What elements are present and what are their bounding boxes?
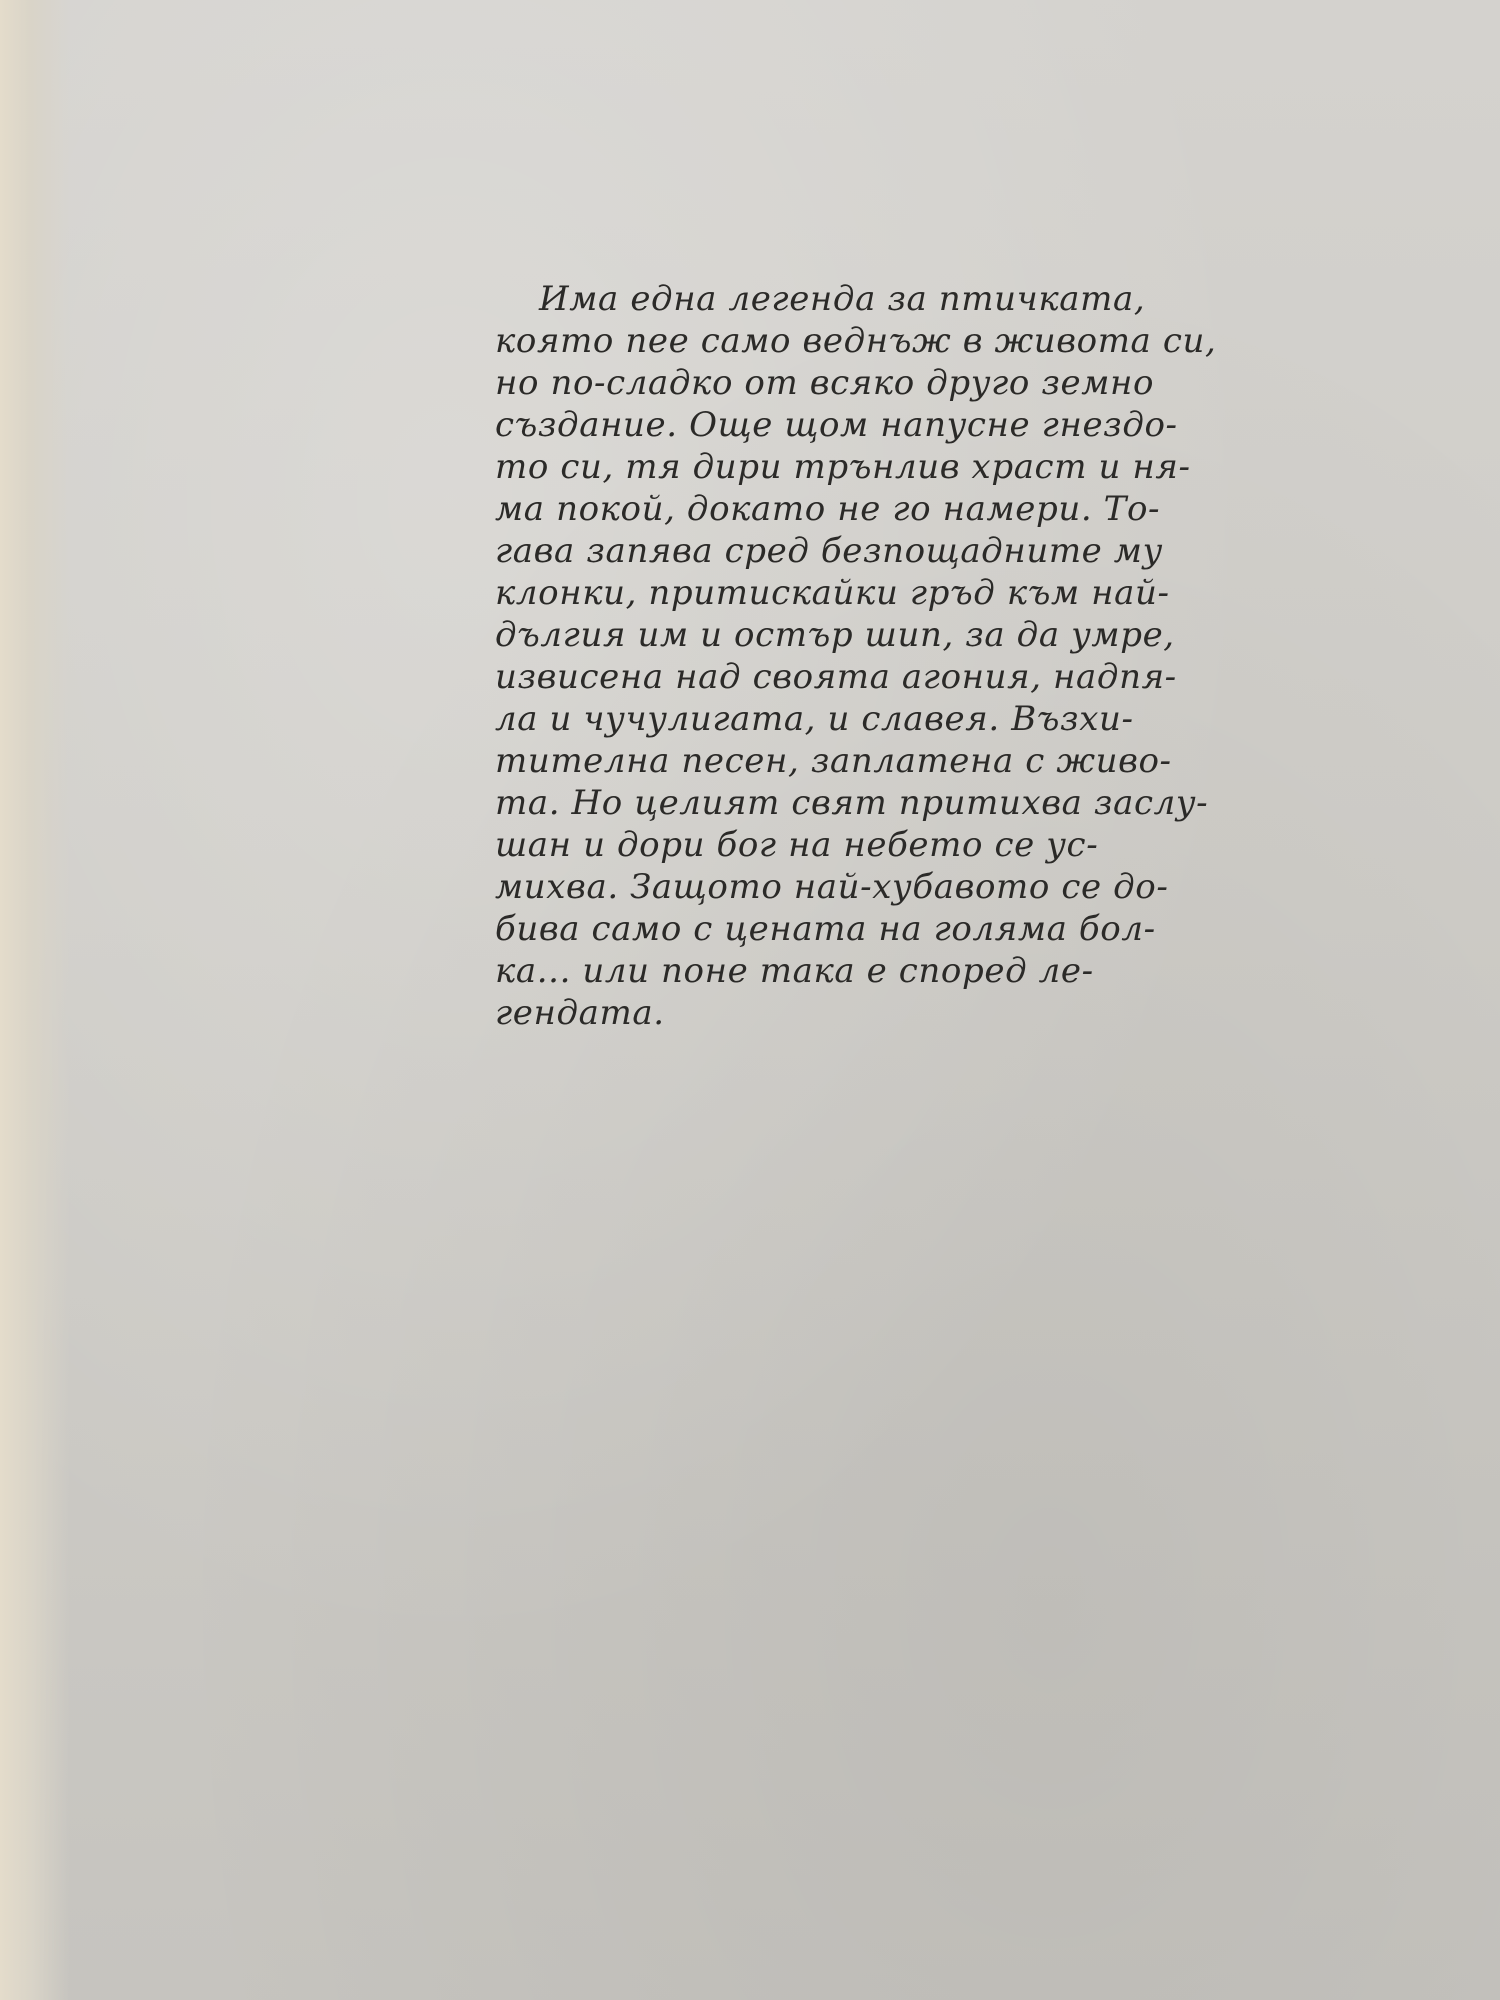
epigraph-line: шан и дори бог на небето се ус- bbox=[495, 825, 1099, 865]
epigraph-paragraph bbox=[495, 278, 1240, 1034]
epigraph-line: извисена над своята агония, надпя- bbox=[495, 657, 1177, 697]
epigraph-line: Има една легенда за птичката, bbox=[539, 279, 1146, 319]
epigraph-line: но по-сладко от всяко друго земно bbox=[495, 363, 1155, 403]
epigraph-line: дългия им и остър шип, за да умре, bbox=[495, 615, 1175, 655]
epigraph-line: клонки, притискайки гръд към най- bbox=[495, 573, 1170, 613]
epigraph-line: та. Но целият свят притихва заслу- bbox=[495, 783, 1209, 823]
page-binding-shadow bbox=[0, 0, 70, 2000]
epigraph-line: ка... или поне така е според ле- bbox=[495, 951, 1094, 991]
epigraph-line: то си, тя дири трънлив храст и ня- bbox=[495, 447, 1191, 487]
epigraph-line: ма покой, докато не го намери. То- bbox=[495, 489, 1161, 529]
epigraph-line: бива само с цената на голяма бол- bbox=[495, 909, 1156, 949]
epigraph-line: михва. Защото най-хубавото се до- bbox=[495, 867, 1169, 907]
epigraph-line: гава запява сред безпощадните му bbox=[495, 531, 1163, 571]
epigraph-line: тителна песен, заплатена с живо- bbox=[495, 741, 1172, 781]
epigraph-line: създание. Още щом напусне гнездо- bbox=[495, 405, 1178, 445]
epigraph-line: гендата. bbox=[495, 993, 665, 1033]
epigraph-line: която пее само веднъж в живота си, bbox=[495, 321, 1217, 361]
epigraph-line: ла и чучулигата, и славея. Възхи- bbox=[495, 699, 1134, 739]
